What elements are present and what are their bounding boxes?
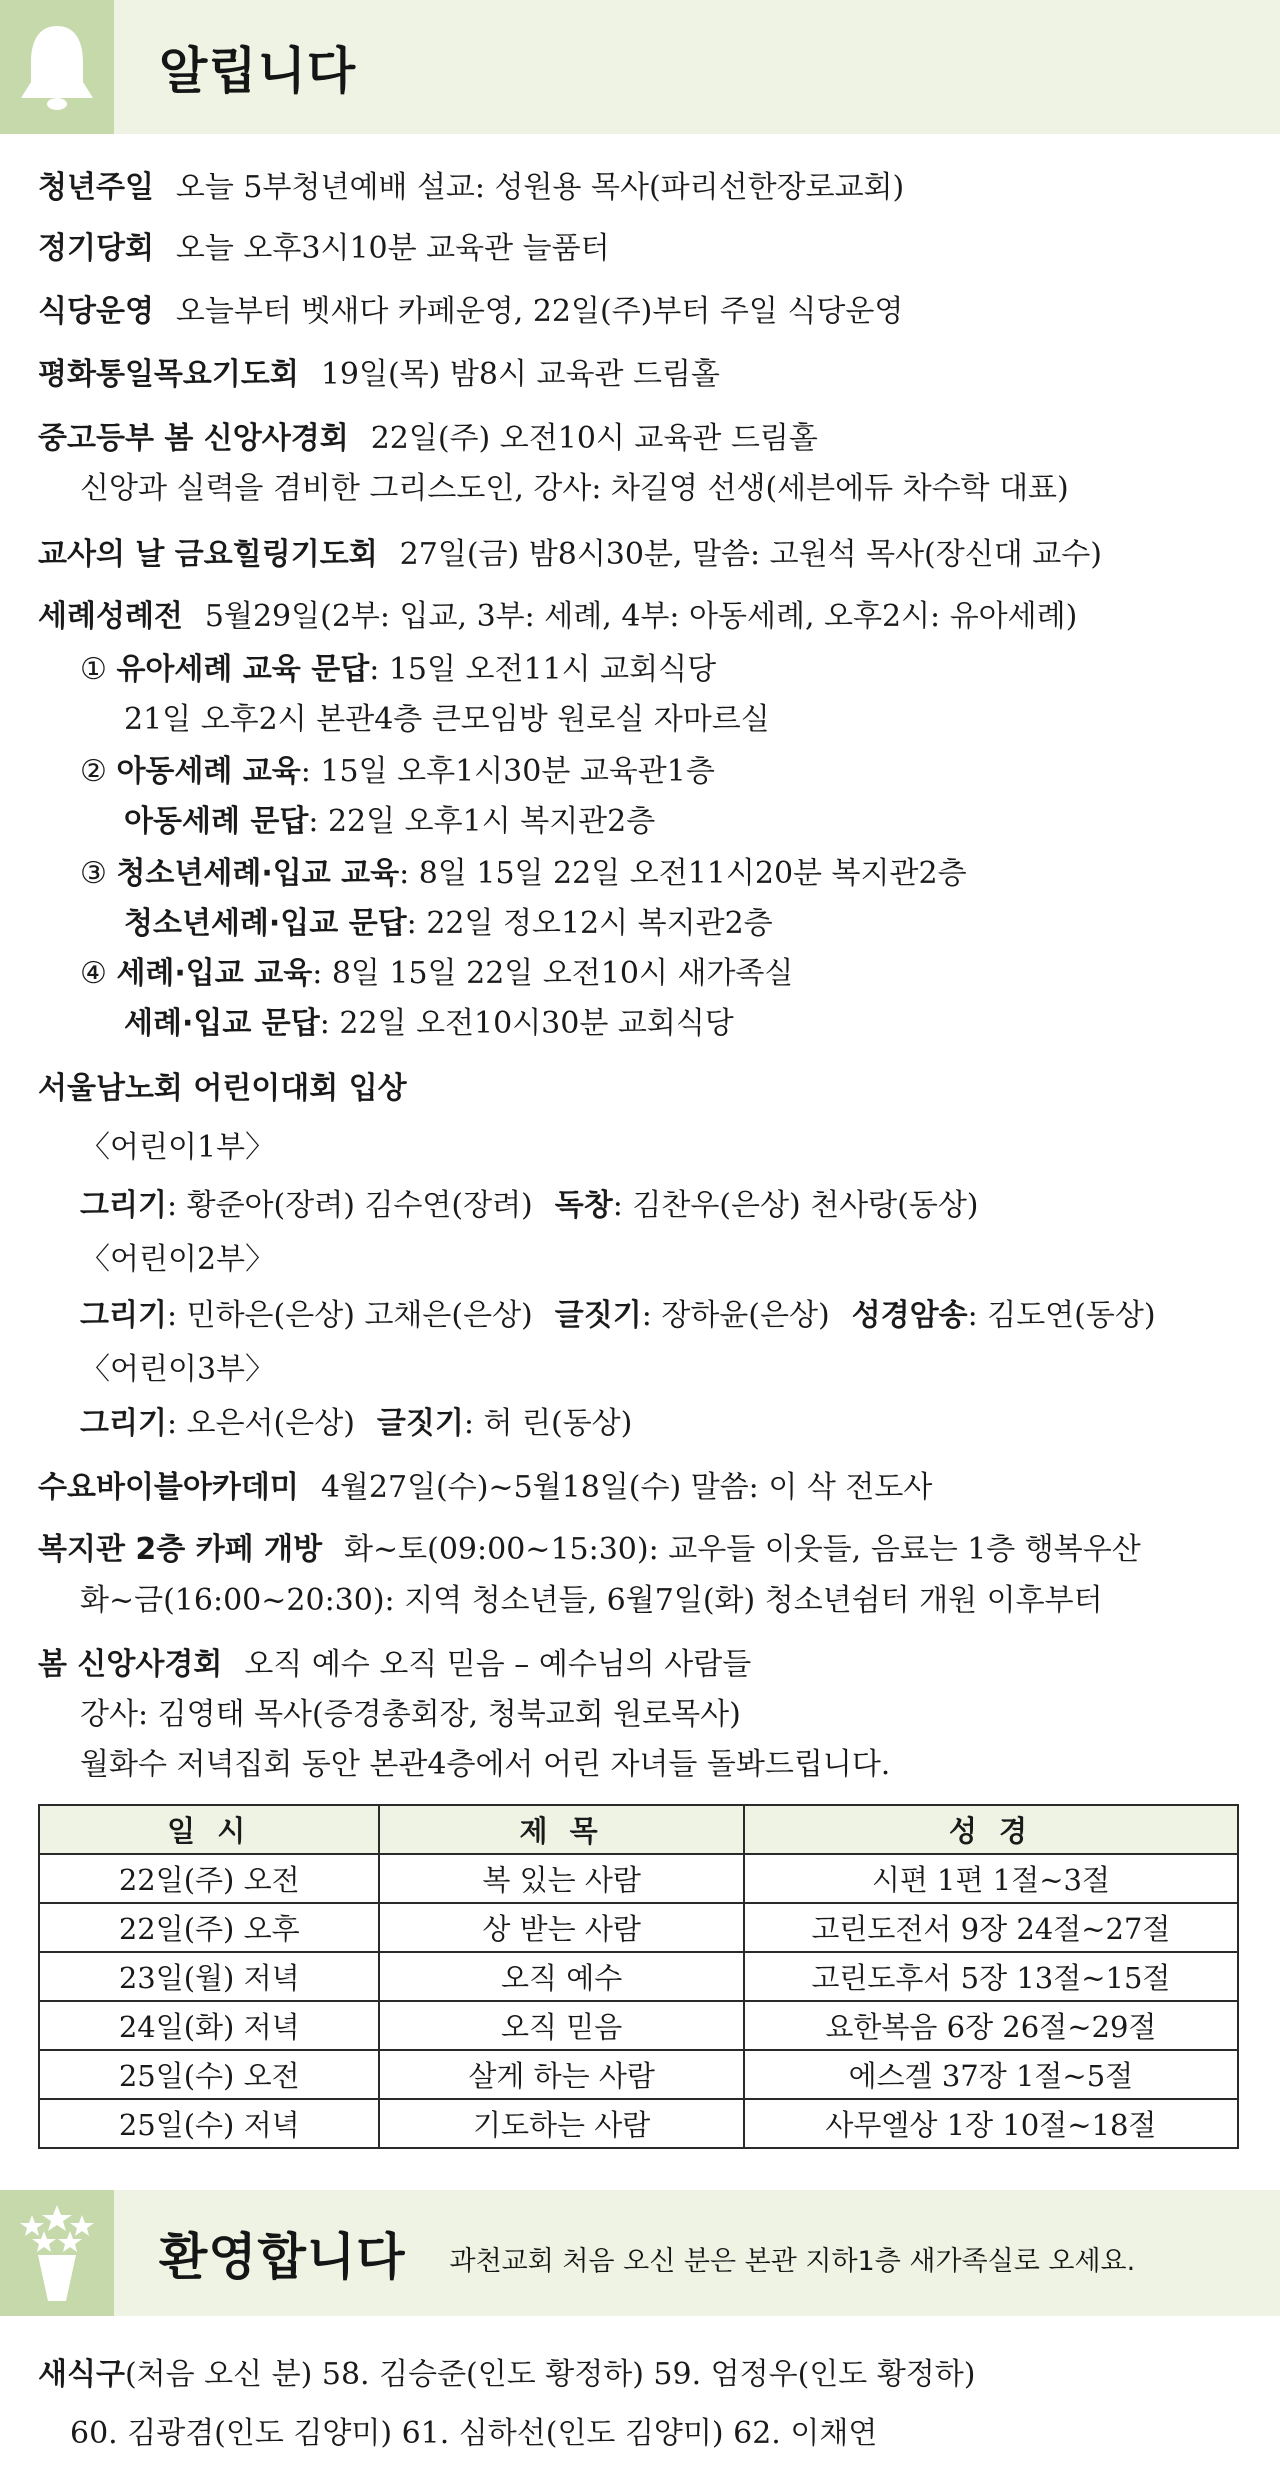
table-row <box>39 2001 1238 2050</box>
category: 그리기 <box>80 1406 167 1441</box>
cell-title: 상 받는 사람 <box>379 1903 743 1952</box>
cell-scripture: 사무엘상 1장 10절~18절 <box>744 2099 1238 2148</box>
item-label: 복지관 2층 카페 개방 <box>38 1532 323 1567</box>
baptism-head: 아동세례 교육 <box>116 754 301 789</box>
baptism-text: 21일 오후2시 본관4층 큰모임방 원로실 자마르실 <box>124 702 770 737</box>
category: 독창 <box>554 1188 613 1223</box>
cell-datetime: 22일(주) 오후 <box>39 1903 379 1952</box>
welcome-title: 환영합니다 <box>159 2228 406 2286</box>
baptism-head: 청소년세례·입교 교육 <box>116 856 400 891</box>
notice-item-cont: 화~금(16:00~20:30): 지역 청소년들, 6월7일(화) 청소년쉼터 개원 이후부터 <box>80 1583 1103 1618</box>
newcomers-line <box>38 2355 975 2395</box>
baptism-item <box>80 954 793 994</box>
cell-datetime: 23일(월) 저녁 <box>39 1952 379 2001</box>
contest-division: 〈어린이3부〉 <box>80 1352 276 1387</box>
baptism-text: : 8일 15일 22일 오전10시 새가족실 <box>312 956 794 991</box>
baptism-item <box>80 650 716 690</box>
cell-scripture: 에스겔 37장 1절~5절 <box>744 2050 1238 2099</box>
item-label: 봄 신앙사경회 <box>38 1647 223 1682</box>
bouquet-icon <box>12 2201 102 2305</box>
bell-icon <box>15 20 99 114</box>
newcomers-text: (처음 오신 분) 58. 김승준(인도 황정하) 59. 엄정우(인도 황정하) <box>124 2357 976 2392</box>
baptism-num: ④ <box>80 956 107 991</box>
notice-item <box>38 355 720 395</box>
cell-datetime: 24일(화) 저녁 <box>39 2001 379 2050</box>
table-row <box>39 1903 1238 1952</box>
notice-banner <box>0 0 1280 134</box>
category: 글짓기 <box>376 1406 464 1441</box>
item-text: 5월29일(2부: 입교, 3부: 세례, 4부: 아동세례, 오후2시: 유아세례) <box>204 599 1078 634</box>
cell-title: 기도하는 사람 <box>379 2099 743 2148</box>
item-text: 22일(주) 오전10시 교육관 드림홀 <box>370 421 818 456</box>
cell-scripture: 시편 1편 1절~3절 <box>744 1854 1238 1903</box>
baptism-head: 아동세례 문답 <box>124 804 309 839</box>
cell-datetime: 25일(수) 오전 <box>39 2050 379 2099</box>
welcome-note: 과천교회 처음 오신 분은 본관 지하1층 새가족실로 오세요. <box>449 2245 1136 2277</box>
welcome-banner <box>0 2190 1280 2316</box>
contest-label: 서울남노회 어린이대회 입상 <box>38 1071 407 1106</box>
category: 글짓기 <box>554 1298 642 1333</box>
notice-item-cont <box>80 469 1069 509</box>
cell-scripture: 요한복음 6장 26절~29절 <box>744 2001 1238 2050</box>
baptism-item <box>124 802 655 842</box>
item-text: 4월27일(수)~5월18일(수) 말씀: 이 삭 전도사 <box>320 1470 933 1505</box>
item-label: 중고등부 봄 신앙사경회 <box>38 421 349 456</box>
header-title: 제 목 <box>379 1805 743 1854</box>
winners: : 김찬우(은상) 천사랑(동상) <box>612 1188 979 1223</box>
cell-datetime: 22일(주) 오전 <box>39 1854 379 1903</box>
contest-results <box>80 1186 979 1226</box>
winners: : 민하은(은상) 고채은(은상) <box>166 1298 533 1333</box>
cell-scripture: 고린도후서 5장 13절~15절 <box>744 1952 1238 2001</box>
item-text: 신앙과 실력을 겸비한 그리스도인, 강사: 차길영 선생(세븐에듀 차수학 대표) <box>80 471 1069 506</box>
baptism-item <box>124 1004 734 1044</box>
baptism-text: : 15일 오후1시30분 교육관1층 <box>300 754 715 789</box>
schedule-table <box>38 1804 1239 2149</box>
notice-item <box>38 1530 1141 1570</box>
winners: : 황준아(장려) 김수연(장려) <box>166 1188 533 1223</box>
notice-title: 알립니다 <box>159 42 357 100</box>
baptism-text: : 22일 정오12시 복지관2층 <box>406 906 773 941</box>
notice-item <box>38 1645 751 1685</box>
item-label: 평화통일목요기도회 <box>38 357 299 392</box>
notice-item <box>38 535 1102 575</box>
notice-item <box>38 1468 932 1508</box>
baptism-head: 청소년세례·입교 문답 <box>124 906 407 941</box>
baptism-text: : 22일 오전10시30분 교회식당 <box>319 1006 734 1041</box>
baptism-head: 유아세례 교육 문답 <box>116 652 370 687</box>
cell-title: 살게 하는 사람 <box>379 2050 743 2099</box>
header-scripture: 성 경 <box>744 1805 1238 1854</box>
item-label: 정기당회 <box>38 231 154 266</box>
baptism-text: : 15일 오전11시 교회식당 <box>369 652 717 687</box>
item-label: 세례성례전 <box>38 599 183 634</box>
baptism-num: ① <box>80 652 107 687</box>
baptism-item <box>80 854 967 894</box>
newcomers-label: 새식구 <box>38 2357 125 2392</box>
cell-title: 복 있는 사람 <box>379 1854 743 1903</box>
item-text: 오늘 오후3시10분 교육관 늘품터 <box>175 231 610 266</box>
winners: : 오은서(은상) <box>166 1406 355 1441</box>
cell-title: 오직 예수 <box>379 1952 743 2001</box>
table-row <box>39 1854 1238 1903</box>
item-label: 청년주일 <box>38 170 154 205</box>
baptism-head: 세례·입교 문답 <box>124 1006 320 1041</box>
table-row <box>39 2099 1238 2148</box>
item-label: 교사의 날 금요힐링기도회 <box>38 537 378 572</box>
winners: : 허 린(동상) <box>463 1406 633 1441</box>
baptism-num: ② <box>80 754 107 789</box>
item-label: 수요바이블아카데미 <box>38 1470 299 1505</box>
bell-icon-box <box>0 0 114 134</box>
notice-item <box>38 597 1077 637</box>
item-text: 오늘 5부청년예배 설교: 성원용 목사(파리선한장로교회) <box>175 170 905 205</box>
category: 그리기 <box>80 1188 167 1223</box>
notice-item-cont: 강사: 김영태 목사(증경총회장, 청북교회 원로목사) <box>80 1697 741 1732</box>
newcomers-line-cont: 60. 김광겸(인도 김양미) 61. 심하선(인도 김양미) 62. 이채연 <box>70 2416 878 2451</box>
contest-division: 〈어린이1부〉 <box>80 1130 276 1165</box>
contest-results <box>80 1404 632 1444</box>
item-label: 식당운영 <box>38 294 154 329</box>
baptism-item <box>124 904 773 944</box>
cell-title: 오직 믿음 <box>379 2001 743 2050</box>
category: 성경암송 <box>851 1298 968 1333</box>
winners: : 김도연(동상) <box>967 1298 1156 1333</box>
winners: : 장하윤(은상) <box>641 1298 830 1333</box>
cell-datetime: 25일(수) 저녁 <box>39 2099 379 2148</box>
notice-item <box>38 419 818 459</box>
category: 그리기 <box>80 1298 167 1333</box>
cell-scripture: 고린도전서 9장 24절~27절 <box>744 1903 1238 1952</box>
baptism-num: ③ <box>80 856 107 891</box>
bouquet-icon-box <box>0 2190 114 2316</box>
item-text: 19일(목) 밤8시 교육관 드림홀 <box>320 357 720 392</box>
table-row <box>39 1952 1238 2001</box>
contest-division: 〈어린이2부〉 <box>80 1242 276 1277</box>
notice-item <box>38 229 610 269</box>
notice-item <box>38 168 904 208</box>
table-header-row <box>39 1805 1238 1854</box>
contest-results <box>80 1296 1156 1336</box>
table-row <box>39 2050 1238 2099</box>
baptism-item <box>80 752 715 792</box>
baptism-head: 세례·입교 교육 <box>116 956 313 991</box>
baptism-item <box>124 700 770 740</box>
item-text: 오직 예수 오직 믿음 – 예수님의 사람들 <box>244 1647 752 1682</box>
item-text: 화~토(09:00~15:30): 교우들 이웃들, 음료는 1층 행복우산 <box>344 1532 1141 1567</box>
item-text: 오늘부터 벳새다 카페운영, 22일(주)부터 주일 식당운영 <box>175 294 904 329</box>
header-datetime: 일 시 <box>39 1805 379 1854</box>
contest-heading <box>38 1069 407 1109</box>
notice-item <box>38 292 903 332</box>
item-text: 27일(금) 밤8시30분, 말씀: 고원석 목사(장신대 교수) <box>399 537 1102 572</box>
notice-item-cont: 월화수 저녁집회 동안 본관4층에서 어린 자녀들 돌봐드립니다. <box>80 1747 891 1782</box>
baptism-text: : 8일 15일 22일 오전11시20분 복지관2층 <box>399 856 967 891</box>
baptism-text: : 22일 오후1시 복지관2층 <box>308 804 656 839</box>
